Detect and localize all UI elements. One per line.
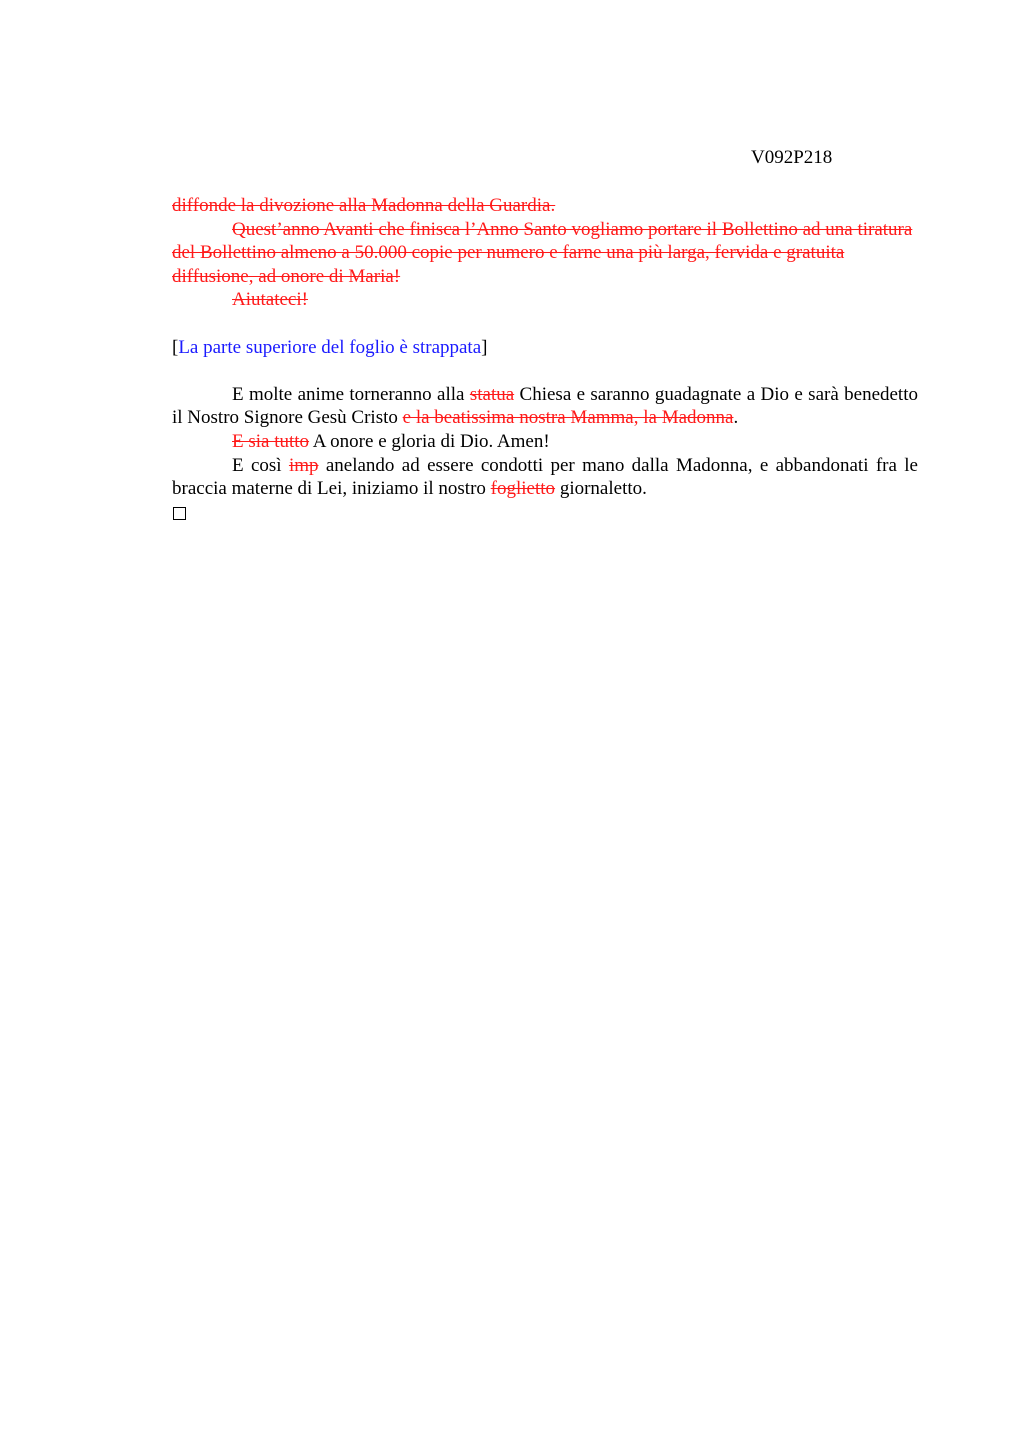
editor-note bbox=[172, 336, 918, 360]
note-text: La parte superiore del foglio è strappata bbox=[178, 336, 482, 358]
paragraph-1 bbox=[172, 194, 918, 218]
paragraph-2 bbox=[172, 218, 918, 289]
note-bracket-open: [ bbox=[172, 336, 179, 358]
deleted-text: E sia tutto bbox=[232, 430, 310, 452]
spacer bbox=[172, 312, 918, 336]
document-body bbox=[172, 194, 918, 520]
deleted-text: e la beatissima nostra Mamma, la Madonna bbox=[402, 407, 734, 429]
paragraph-4 bbox=[172, 383, 918, 430]
page-id: V092P218 bbox=[751, 147, 833, 168]
text-run: E così bbox=[232, 454, 289, 476]
deleted-text: imp bbox=[288, 454, 319, 476]
text-run: A onore e gloria di Dio. Amen! bbox=[309, 430, 550, 452]
paragraph-6 bbox=[172, 454, 918, 501]
deleted-text: Aiutateci! bbox=[232, 289, 308, 311]
note-bracket-close: ] bbox=[481, 336, 488, 358]
paragraph-5 bbox=[172, 430, 918, 454]
text-run: anelando ad essere condotti per mano dalla Madonna, e abbandonati fra le braccia materne di Lei, iniziamo il nostro bbox=[172, 454, 918, 500]
deleted-text: diffonde la divozione alla Madonna della Guardia. bbox=[172, 195, 556, 216]
spacer bbox=[172, 359, 918, 383]
deleted-text: foglietto bbox=[490, 478, 556, 500]
deleted-text: statua bbox=[469, 383, 515, 405]
text-run: . bbox=[733, 407, 739, 429]
end-of-text-box-icon bbox=[173, 507, 186, 520]
deleted-text: Quest’anno Avanti che finisca l’Anno Santo vogliamo portare il Bollettino ad una tiratura del Bollettino almeno a 50.000 copie per numero e farne una più larga, fervida e gratuita diffusione, ad onore di Maria! bbox=[172, 218, 913, 287]
text-run: giornaletto. bbox=[555, 478, 647, 500]
paragraph-3 bbox=[172, 288, 918, 312]
text-run: Chiesa e saranno guadagnate a Dio e sarà benedetto il Nostro Signore Gesù Cristo bbox=[172, 383, 918, 429]
text-run: E molte anime torneranno alla bbox=[232, 383, 470, 405]
